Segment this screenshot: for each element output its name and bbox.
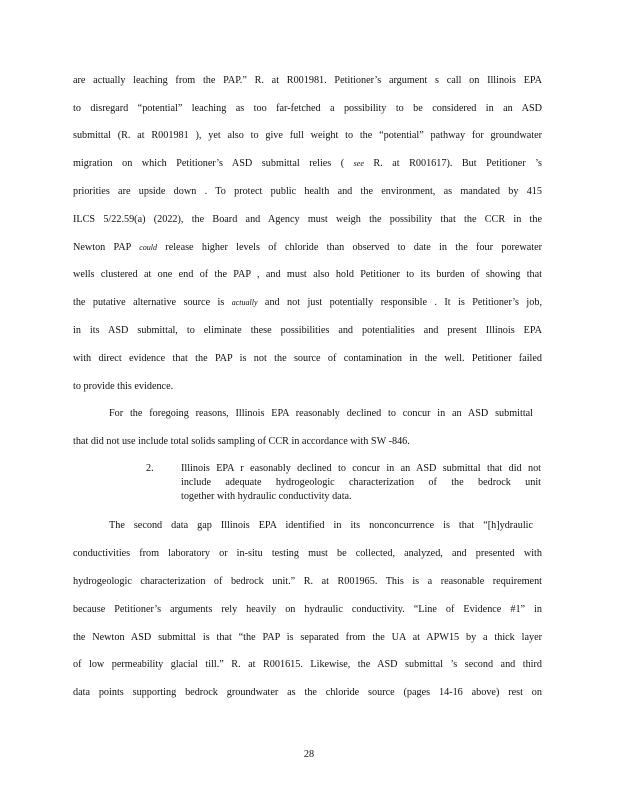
section-heading-line: Illinois EPA r easonably declined to concur in an ASD submittal that did not <box>181 463 541 474</box>
body-line: migration on which Petitioner’s ASD submittal relies ( see R. at R001617). But Petitioner ’s <box>73 158 543 169</box>
body-line: with direct evidence that the PAP is not the source of contamination in the well. Petitioner failed <box>73 353 542 364</box>
body-line: submittal (R. at R001981 ), yet also to give full weight to the “potential” pathway for groundwater <box>73 130 542 141</box>
body-line: The second data gap Illinois EPA identified in its nonconcurrence is that “[h]ydraulic <box>109 520 533 531</box>
body-line: wells clustered at one end of the PAP , and must also hold Petitioner to its burden of showing that <box>73 269 542 280</box>
body-line: of low permeability glacial till.” R. at R001615. Likewise, the ASD submittal ’s second and third <box>73 659 542 670</box>
body-line: hydrogeologic characterization of bedrock unit.” R. at R001965. This is a reasonable requirement <box>73 576 542 587</box>
body-line: the Newton ASD submittal is that “the PAP is separated from the UA at APW15 by a thick layer <box>73 632 542 643</box>
body-line: ILCS 5/22.59(a) (2022), the Board and Agency must weigh the possibility that the CCR in the <box>73 214 542 225</box>
body-line: priorities are upside down . To protect public health and the environment, as mandated by 415 <box>73 186 542 197</box>
body-line: data points supporting bedrock groundwater as the chloride source (pages 14-16 above) rest on <box>73 687 542 698</box>
body-line: because Petitioner’s arguments rely heavily on hydraulic conductivity. “Line of Evidence #1” in <box>73 604 542 615</box>
body-line: in its ASD submittal, to eliminate these possibilities and potentialities and present Illinois EPA <box>73 325 542 336</box>
body-line: to disregard “potential” leaching as too far-fetched a possibility to be considered in an ASD <box>73 103 542 114</box>
body-line: conductivities from laboratory or in-situ testing must be collected, analyzed, and presented with <box>73 548 542 559</box>
body-line: Newton PAP could release higher levels of chloride than observed to date in the four porewater <box>73 242 542 253</box>
body-line: to provide this evidence. <box>73 381 174 392</box>
heading-number: 2. <box>146 463 154 474</box>
section-heading-line: together with hydraulic conductivity data. <box>181 491 352 502</box>
body-line: For the foregoing reasons, Illinois EPA reasonably declined to concur in an ASD submittal <box>109 408 533 419</box>
page-number: 28 <box>303 749 315 760</box>
body-line: are actually leaching from the PAP.” R. at R001981. Petitioner’s argument s call on Illinois EPA <box>73 75 542 86</box>
section-heading-line: include adequate hydrogeologic characterization of the bedrock unit <box>181 477 541 488</box>
body-line: the putative alternative source is actually and not just potentially responsible . It is Petitioner’s job, <box>73 297 542 308</box>
body-line: that did not use include total solids sampling of CCR in accordance with SW -846. <box>73 436 410 447</box>
